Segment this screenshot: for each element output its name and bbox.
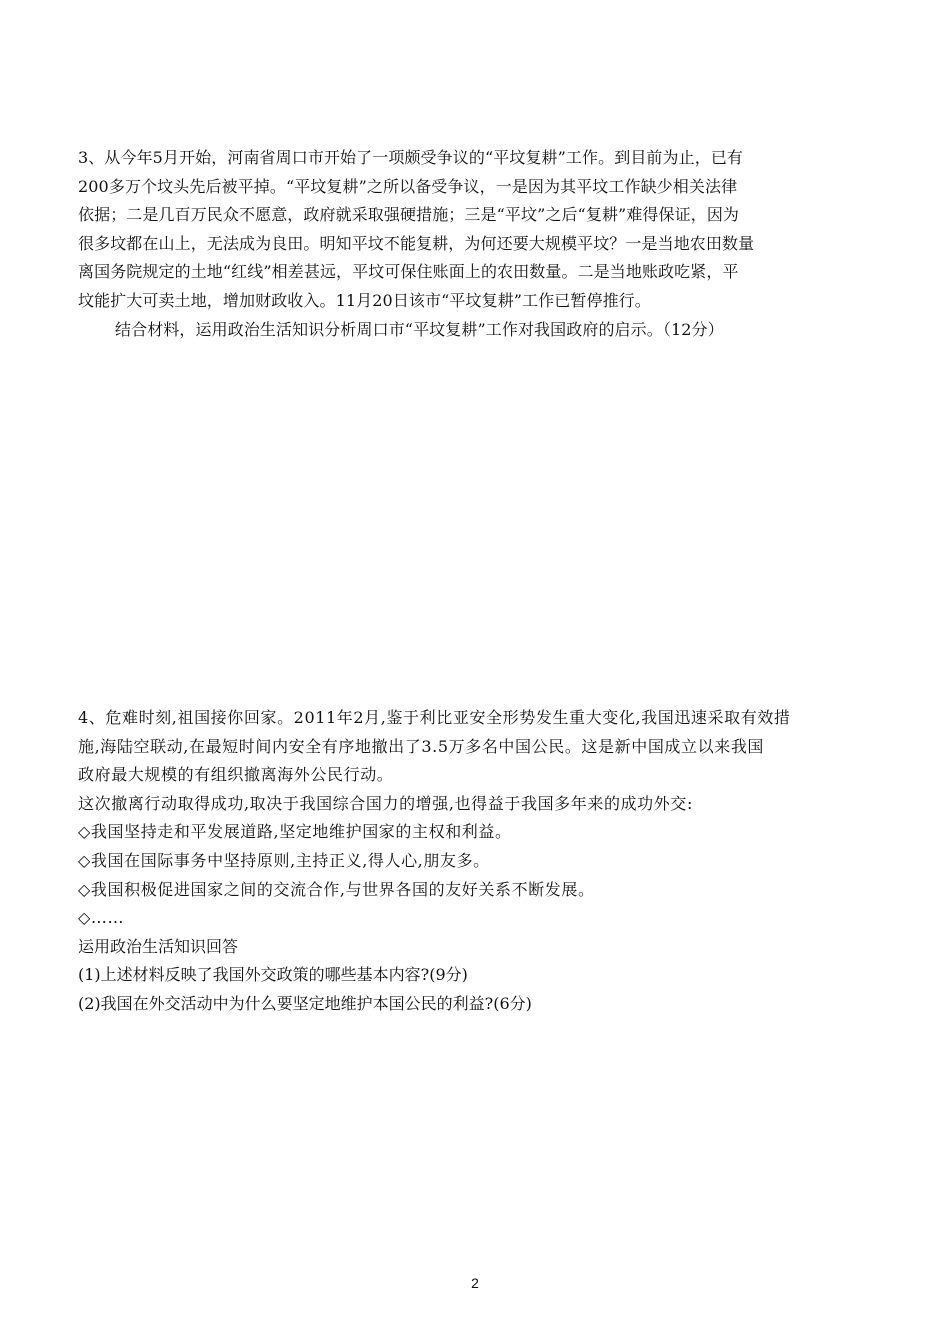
question-3-line: 坟能扩大可卖土地，增加财政收入。11月20日该市“平坟复耕”工作已暂停推行。 <box>78 290 651 310</box>
question-3-task: 结合材料，运用政治生活知识分析周口市“平坟复耕”工作对我国政府的启示。（12分） <box>115 319 724 339</box>
question-4-line: 政府最大规模的有组织撤离海外公民行动。 <box>78 765 394 785</box>
question-3-line: 依据；二是几百万民众不愿意，政府就采取强硬措施；三是“平坟”之后“复耕”难得保证，因为 <box>78 205 740 225</box>
question-3 <box>78 144 878 344</box>
question-4-instruction: 运用政治生活知识回答 <box>78 936 239 956</box>
question-3-line: 3、从今年5月开始，河南省周口市开始了一项颇受争议的“平坟复耕”工作。到目前为止，已有 <box>78 148 744 167</box>
question-4 <box>78 704 878 1019</box>
question-4-line: 这次撤离行动取得成功,取决于我国综合国力的增强,也得益于我国多年来的成功外交: <box>78 793 693 813</box>
question-3-line: 200多万个坟头先后被平掉。“平坟复耕”之所以备受争议，一是因为其平坟工作缺少相关法律 <box>78 176 738 196</box>
question-3-line: 很多坟都在山上，无法成为良田。明知平坟不能复耕，为何还要大规模平坟？一是当地农田数量 <box>78 233 755 253</box>
question-4-bullet: ◇我国在国际事务中坚持原则,主持正义,得人心,朋友多。 <box>78 850 490 870</box>
question-4-bullet: ◇…… <box>78 908 125 928</box>
question-4-bullet: ◇我国坚持走和平发展道路,坚定地维护国家的主权和利益。 <box>78 822 512 842</box>
page-number: 2 <box>471 1275 479 1291</box>
question-4-line: 施,海陆空联动,在最短时间内安全有序地撤出了3.5万多名中国公民。这是新中国成立以来我国 <box>78 736 765 756</box>
question-4-subquestion-2: (2)我国在外交活动中为什么要坚定地维护本国公民的利益?(6分) <box>78 993 532 1013</box>
question-4-line: 4、危难时刻,祖国接你回家。2011年2月,鉴于利比亚安全形势发生重大变化,我国迅速采取有效措 <box>78 708 791 727</box>
question-3-line: 离国务院规定的土地“红线”相差甚远，平坟可保住账面上的农田数量。二是当地账政吃紧，平 <box>78 262 739 282</box>
question-4-subquestion-1: (1)上述材料反映了我国外交政策的哪些基本内容?(9分) <box>78 965 468 985</box>
question-4-bullet: ◇我国积极促进国家之间的交流合作,与世界各国的友好关系不断发展。 <box>78 879 595 899</box>
